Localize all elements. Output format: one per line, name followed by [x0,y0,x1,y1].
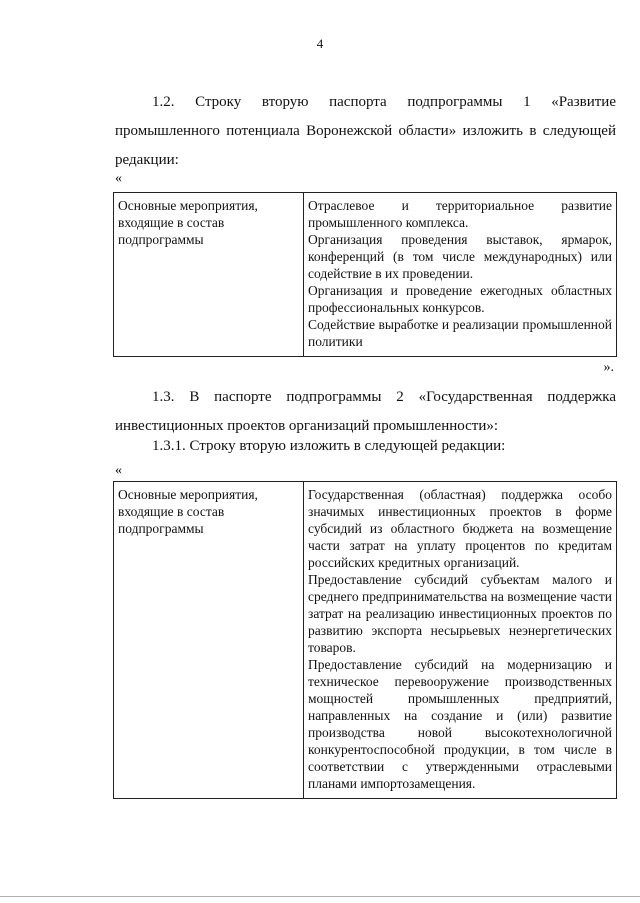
opening-quote-2: « [115,463,122,478]
closing-quote-1: ». [603,360,614,375]
table-left-cell: Основные мероприятия, входящие в состав подпрограммы [114,193,304,357]
opening-quote-1: « [115,171,122,186]
activity-paragraph: Организация и проведение ежегодных областных профессиональных конкурсов. [308,283,612,315]
section-1-3-text: 1.3. В паспорте подпрограммы 2 «Государственная поддержка инвестиционных проектов организаций промышленности»: [115,389,616,434]
activity-paragraph: Государственная (областная) поддержка особо значимых инвестиционных проектов в форме субсидий из областного бюджета на возмещение части затрат на уплату процентов по кредитам российских кредитных организаций. [308,487,612,570]
section-1-2-text: 1.2. Строку вторую паспорта подпрограммы 1 «Развитие промышленного потенциала Воронежской области» изложить в следующей редакции: [115,94,616,168]
activity-paragraph: Отраслевое и территориальное развитие промышленного комплекса. [308,198,612,230]
activity-paragraph: Предоставление субсидий субъектам малого и среднего предпринимательства на возмещение части затрат на реализацию инвестиционных проектов по развитию экспорта несырьевых неэнергетических товаров. [308,572,613,655]
table-right-cell [304,482,617,799]
activity-paragraph: Содействие выработке и реализации промышленной политики [308,317,612,349]
amendment-table-2 [113,481,617,799]
activity-paragraph: Организация проведения выставок, ярмарок, конференций (в том числе международных) или содействие в их проведении. [308,232,612,281]
table-row [114,193,617,357]
table-left-cell: Основные мероприятия, входящие в состав подпрограммы [114,482,304,799]
page-number: 4 [316,36,324,51]
table-right-cell [304,193,617,357]
page-bottom-divider [0,896,640,897]
activity-paragraph: Предоставление субсидий на модернизацию и техническое перевооружение производственных мощностей промышленных предприятий, направленных на создание и (или) развитие производства новой высокотехнологичной конкурентоспособной продукции, в том числе в соответствии с утвержденными отраслевыми планами импортозамещения. [308,657,612,791]
section-1-3-1-text: 1.3.1. Строку вторую изложить в следующей редакции: [152,438,506,454]
amendment-table-1 [113,192,617,357]
table-row [114,482,617,799]
